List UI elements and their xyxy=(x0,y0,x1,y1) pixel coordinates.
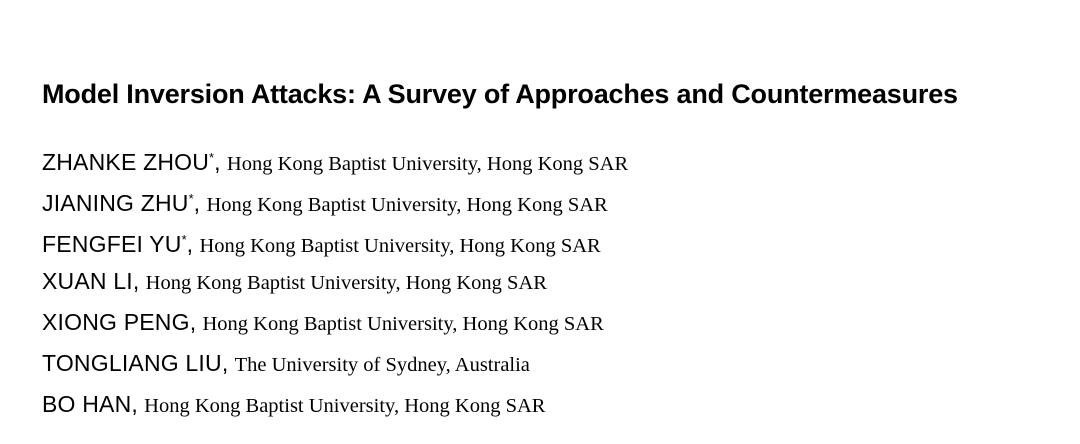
author-name: FENGFEI YU xyxy=(42,231,182,257)
author-name: XUAN LI xyxy=(42,268,133,294)
author-name: TONGLIANG LIU xyxy=(42,350,222,376)
equal-contribution-mark: * xyxy=(181,232,187,247)
author-entry: BO HAN, Hong Kong Baptist University, Hong Kong SAR xyxy=(42,391,546,417)
paper-title: Model Inversion Attacks: A Survey of Approaches and Countermeasures xyxy=(42,79,958,109)
equal-contribution-mark: * xyxy=(188,191,194,206)
author-affiliation: Hong Kong Baptist University, Hong Kong SAR xyxy=(226,153,629,175)
author-list xyxy=(42,141,628,428)
equal-contribution-mark: * xyxy=(209,150,215,165)
author-entry: XIONG PENG, Hong Kong Baptist University, Hong Kong SAR xyxy=(42,309,604,335)
author-affiliation: Hong Kong Baptist University, Hong Kong SAR xyxy=(202,313,604,335)
author-name: BO HAN xyxy=(42,391,132,417)
author-name: ZHANKE ZHOU xyxy=(42,149,210,175)
author-affiliation: Hong Kong Baptist University, Hong Kong SAR xyxy=(206,194,608,216)
author-name: JIANING ZHU xyxy=(42,190,189,216)
author-entry: XUAN LI, Hong Kong Baptist University, Hong Kong SAR xyxy=(42,268,547,294)
author-entry: TONGLIANG LIU, The University of Sydney, Australia xyxy=(42,350,530,376)
author-entry: ZHANKE ZHOU*, Hong Kong Baptist University, Hong Kong SAR xyxy=(42,149,629,175)
author-affiliation: Hong Kong Baptist University, Hong Kong SAR xyxy=(144,395,546,417)
author-affiliation: Hong Kong Baptist University, Hong Kong SAR xyxy=(145,272,547,294)
author-affiliation: Hong Kong Baptist University, Hong Kong SAR xyxy=(199,235,601,257)
author-name: XIONG PENG xyxy=(42,309,190,335)
author-entry: JIANING ZHU*, Hong Kong Baptist University, Hong Kong SAR xyxy=(42,190,608,216)
author-entry: FENGFEI YU*, Hong Kong Baptist University, Hong Kong SAR xyxy=(42,231,601,257)
author-affiliation: The University of Sydney, Australia xyxy=(234,354,530,376)
